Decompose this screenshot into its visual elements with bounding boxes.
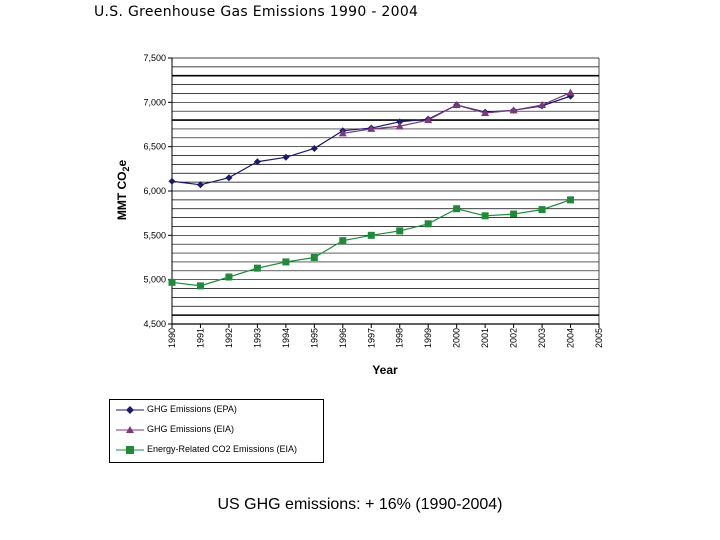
y-tick-label: 6,500 [143, 141, 166, 152]
x-tick-label: 1998 [394, 328, 405, 349]
series-layer [169, 89, 575, 290]
x-tick-label: 1997 [366, 328, 377, 349]
y-tick-label: 7,000 [143, 97, 166, 108]
series-1 [169, 93, 575, 189]
data-point [396, 227, 403, 234]
x-tick-label: 2001 [480, 328, 491, 349]
data-point [282, 154, 289, 161]
data-point [339, 237, 346, 244]
data-point [567, 89, 575, 96]
data-point [368, 232, 375, 239]
y-axis-title [115, 160, 131, 221]
grid-lines [172, 67, 599, 315]
slide-title: U.S. Greenhouse Gas Emissions 1990 - 2004 [94, 4, 419, 20]
y-tick-label: 5,500 [143, 230, 166, 241]
data-point [311, 254, 318, 261]
series-line [172, 96, 571, 185]
x-tick-label: 1990 [167, 328, 177, 349]
chart-legend [109, 399, 324, 463]
x-tick-label: 2003 [537, 328, 548, 349]
x-tick-label: 1994 [280, 328, 291, 349]
data-point [197, 282, 204, 289]
x-tick-label: 1995 [309, 328, 320, 349]
data-point [169, 178, 176, 185]
y-axis-title-sub: 2 [121, 166, 131, 172]
data-point [539, 206, 546, 213]
data-point [254, 265, 261, 272]
data-point [225, 174, 232, 181]
data-point [282, 258, 289, 265]
y-axis-title-main: MMT CO [115, 171, 129, 221]
data-point [567, 196, 574, 203]
x-tick-label: 1992 [223, 328, 234, 349]
legend-label-epa: GHG Emissions (EPA) [147, 404, 237, 414]
slide-caption: US GHG emissions: + 16% (1990-2004) [217, 496, 503, 513]
y-tick-label: 6,000 [143, 186, 166, 196]
legend-marker-co2 [116, 444, 144, 456]
y-tick-label: 5,000 [143, 274, 166, 285]
data-point [482, 212, 489, 219]
legend-item-co2 [110, 442, 323, 458]
x-tick-label: 1996 [337, 328, 348, 349]
x-tick-label: 2004 [565, 328, 576, 349]
data-point [311, 145, 318, 152]
data-point [225, 274, 232, 281]
y-axis-title-suffix: e [115, 159, 129, 167]
x-tick-label: 1993 [252, 328, 263, 349]
y-tick-label: 7,500 [143, 53, 166, 63]
legend-label-eia: GHG Emissions (EIA) [147, 424, 235, 434]
x-tick-label: 2005 [594, 328, 604, 349]
series-3 [169, 196, 575, 289]
x-tick-label: 2002 [508, 328, 519, 349]
legend-label-co2: Energy-Related CO2 Emissions (EIA) [147, 444, 298, 454]
data-point [425, 220, 432, 227]
x-tick-label: 2000 [451, 328, 462, 349]
legend-item-eia [110, 422, 323, 438]
legend-item-epa [110, 402, 323, 418]
x-tick-label: 1991 [195, 328, 206, 349]
y-tick-label: 4,500 [143, 319, 166, 329]
data-point [510, 211, 517, 218]
legend-marker-eia [116, 424, 144, 436]
data-point [169, 279, 176, 286]
tick-labels [143, 53, 604, 348]
data-point [453, 205, 460, 212]
x-tick-label: 1999 [423, 328, 434, 349]
legend-marker-epa [116, 404, 144, 416]
x-axis-title: Year [372, 363, 398, 377]
axes [168, 58, 599, 328]
